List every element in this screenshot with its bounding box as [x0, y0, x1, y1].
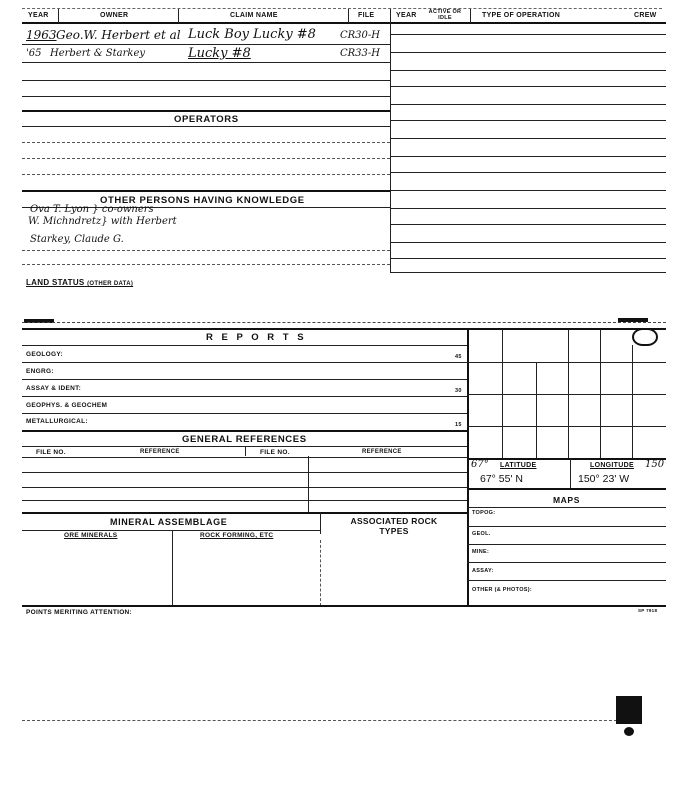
row-line [390, 52, 666, 53]
maps-mine: MINE: [472, 549, 490, 555]
row-line [22, 158, 390, 159]
row-line [390, 258, 666, 259]
knowledge-line-2: W. Michndretz} with Herbert [28, 216, 177, 227]
row-line [390, 120, 666, 121]
col-div [308, 456, 309, 512]
land-status-sub: (OTHER DATA) [87, 281, 134, 287]
row-line [390, 34, 666, 35]
report-metallurgical: METALLURGICAL: [26, 418, 88, 425]
row-line [22, 250, 390, 251]
ore-minerals: ORE MINERALS [64, 532, 118, 539]
points-title: POINTS MERITING ATTENTION: [26, 609, 133, 616]
claim-file-1: CR30-H [340, 30, 381, 41]
header-year-2: YEAR [396, 12, 417, 19]
longitude-label: LONGITUDE [590, 462, 634, 469]
latitude-value: 67° 55' N [480, 473, 523, 485]
col-div [245, 446, 246, 456]
col-div [470, 9, 471, 23]
row-line [390, 190, 666, 191]
reports-top-rule [22, 328, 666, 330]
header-rule [22, 22, 666, 24]
ink-mark [616, 696, 642, 724]
col-div [58, 9, 59, 23]
row-line [22, 720, 622, 721]
report-assay: ASSAY & IDENT: [26, 385, 82, 392]
row-line [22, 430, 467, 432]
row-line [22, 472, 467, 473]
top-edge [22, 8, 662, 9]
row-line [22, 44, 390, 45]
row-line [22, 322, 666, 323]
header-year: YEAR [28, 12, 49, 19]
row-line [22, 396, 467, 397]
lat-note: 67° [471, 459, 489, 470]
row-line [467, 507, 666, 508]
grid-h [467, 426, 666, 427]
row-line [22, 345, 467, 346]
row-line [22, 62, 390, 63]
claim-year-1: 1963 [26, 28, 57, 42]
maps-geol: GEOL. [472, 531, 491, 537]
grid-v [536, 362, 537, 458]
row-line [22, 413, 467, 414]
grid-h [467, 394, 666, 395]
bottom-rule [22, 605, 666, 607]
col-div [172, 530, 173, 606]
row-line [390, 172, 666, 173]
claim-year-2: '65 [26, 48, 42, 59]
row-line [467, 488, 666, 490]
report-num: 15 [455, 422, 462, 428]
reports-title: R E P O R T S [206, 332, 307, 343]
row-line [467, 544, 666, 545]
grid-h [467, 362, 666, 363]
lon-note: 150 [645, 459, 665, 470]
header-file: FILE [358, 12, 375, 19]
claim-owner-1: Geo.W. Herbert et al [56, 28, 181, 42]
row-line [22, 80, 390, 81]
row-line [22, 190, 390, 192]
knowledge-line-3: Starkey, Claude G. [30, 234, 124, 245]
col-div [570, 458, 571, 488]
rock-forming: ROCK FORMING, ETC [200, 532, 274, 539]
land-status-title [26, 278, 133, 287]
row-line [22, 512, 467, 514]
maps-assay: ASSAY: [472, 568, 494, 574]
grid-h [467, 458, 666, 460]
header-claim-name: CLAIM NAME [230, 12, 278, 19]
row-line [22, 530, 320, 531]
header-owner: OWNER [100, 12, 129, 19]
claim-name-2: Lucky #8 [188, 46, 251, 61]
col-div [348, 9, 349, 23]
col-div [178, 9, 179, 23]
circle-mark [632, 328, 658, 346]
col-div [320, 540, 321, 606]
row-line [390, 86, 666, 87]
report-num: 45 [455, 354, 462, 360]
ink-mark [624, 727, 634, 736]
claim-name-1: Luck Boy Lucky #8 [188, 27, 316, 42]
maps-title: MAPS [553, 495, 580, 505]
header-active-idle: ACTIVE OR IDLE [428, 9, 462, 21]
row-line [22, 264, 390, 265]
row-line [22, 96, 390, 97]
col-div-main [390, 9, 391, 273]
row-line [22, 379, 467, 380]
latitude-label: LATITUDE [500, 462, 537, 469]
general-refs-title: GENERAL REFERENCES [182, 434, 307, 445]
maps-other: OTHER (& PHOTOS): [472, 587, 532, 593]
operators-title: OPERATORS [174, 114, 239, 125]
row-line [390, 272, 666, 273]
header-type-operation: TYPE OF OPERATION [482, 12, 561, 19]
row-line [390, 70, 666, 71]
ref-col-file-1: FILE NO. [36, 449, 66, 456]
row-line [22, 500, 467, 501]
row-line [467, 526, 666, 527]
row-line [390, 156, 666, 157]
row-line [390, 224, 666, 225]
report-engrg: ENGRG: [26, 368, 54, 375]
row-line [390, 242, 666, 243]
row-line [22, 174, 390, 175]
row-line [390, 138, 666, 139]
row-line [22, 142, 390, 143]
ref-col-reference-1: REFERENCE [140, 449, 180, 455]
row-line [390, 208, 666, 209]
row-line [22, 126, 390, 127]
row-line [22, 487, 467, 488]
ref-col-file-2: FILE NO. [260, 449, 290, 456]
row-line [390, 104, 666, 105]
report-geophys: GEOPHYS. & GEOCHEM [26, 402, 108, 409]
land-status-label: LAND STATUS [26, 278, 85, 287]
knowledge-title: OTHER PERSONS HAVING KNOWLEDGE [100, 195, 305, 206]
row-line [22, 362, 467, 363]
col-div [320, 512, 321, 534]
row-line [467, 562, 666, 563]
header-crew: CREW [634, 12, 657, 19]
row-line [22, 457, 467, 458]
claim-owner-2: Herbert & Starkey [50, 48, 146, 59]
form-code: SP 7918 [638, 608, 658, 613]
row-line [467, 580, 666, 581]
row-line [22, 110, 390, 112]
mineral-title: MINERAL ASSEMBLAGE [110, 517, 228, 527]
maps-topo: TOPOG: [472, 510, 496, 516]
report-geology: GEOLOGY: [26, 351, 63, 358]
longitude-value: 150° 23' W [578, 473, 630, 485]
report-num: 30 [455, 388, 462, 394]
claim-file-2: CR33-H [340, 48, 381, 59]
ref-col-reference-2: REFERENCE [362, 449, 402, 455]
knowledge-line-1: Ova T. Lyon } co-owners [30, 204, 154, 215]
assoc-rock-types: ASSOCIATED ROCK TYPES [350, 516, 438, 536]
reports-right-div [467, 328, 469, 606]
